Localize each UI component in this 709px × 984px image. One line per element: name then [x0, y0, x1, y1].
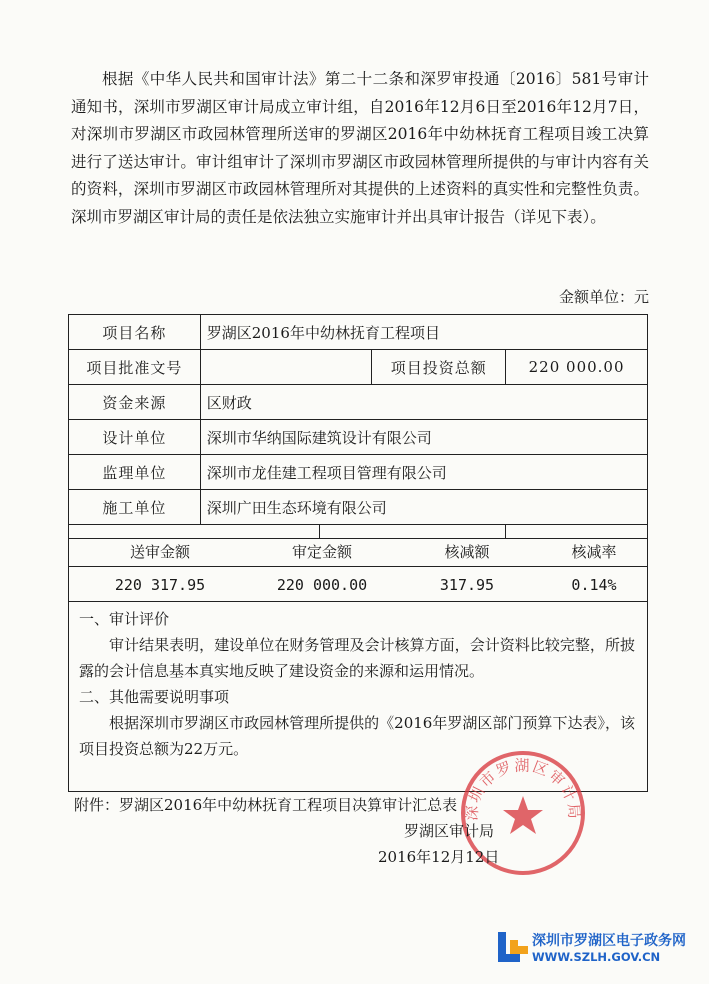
project-name-label: 项目名称: [69, 315, 201, 350]
supervision-unit-value: 深圳市龙佳建工程项目管理有限公司: [200, 455, 647, 490]
section2-title: 二、其他需要说明事项: [79, 688, 230, 706]
design-unit-label: 设计单位: [69, 420, 201, 455]
approved-amount-fix: [250, 538, 393, 602]
reduction-rate-value: 0.14%: [571, 576, 617, 594]
reduction-value-fix: [392, 538, 541, 602]
fund-source-value: 区财政: [200, 385, 647, 420]
approved-amount-header: 审定金额: [251, 539, 393, 567]
table-row: [69, 315, 648, 350]
table-row: [69, 385, 648, 420]
reduction-rate-block: [540, 538, 648, 602]
egov-logo-icon: [496, 928, 530, 966]
investment-value: 220 000.00: [506, 350, 648, 385]
watermark-url: WWW.SZLH.GOV.CN: [532, 950, 661, 964]
fund-source-label: 资金来源: [69, 385, 201, 420]
amount-unit-label: 金额单位：元: [558, 288, 649, 306]
submitted-amount-fix: [68, 538, 251, 602]
section1-title: 一、审计评价: [79, 610, 170, 628]
reduction-rate-header: 核减率: [541, 539, 647, 567]
reduction-header: 核减额: [393, 539, 541, 567]
seal-text: 深圳市罗湖区审计局: [462, 756, 584, 822]
construction-unit-value: 深圳广田生态环境有限公司: [200, 490, 647, 525]
investment-label: 项目投资总额: [372, 350, 506, 385]
table-row: [69, 490, 648, 525]
reduction-value: 317.95: [439, 576, 495, 594]
supervision-unit-label: 监理单位: [69, 455, 201, 490]
signature-date: 2016年12月12日: [378, 848, 500, 866]
section1-body: 审计结果表明，建设单位在财务管理及会计核算方面，会计资料比较完整，所披露的会计信息基本真实地反映了建设资金的来源和运用情况。: [79, 636, 635, 680]
intro-paragraph: 根据《中华人民共和国审计法》第二十二条和深罗审投通〔2016〕581号审计通知书，深圳市罗湖区审计局成立审计组，自2016年12月6日至2016年12月7日，对深圳市罗湖区市政园林管理所送审的罗湖区2016年中幼林抚育工程项目竣工决算进行了送达审计。审计组审计了深圳市罗湖区市政园林管理所提供的与审计内容有关的资料，深圳市罗湖区市政园林管理所对其提供的上述资料的真实性和完整性负责。深圳市罗湖区审计局的责任是依法独立实施审计并出具审计报告（详见下表）。: [71, 70, 649, 226]
submitted-amount-header: 送审金额: [69, 539, 251, 567]
table-row: [69, 455, 648, 490]
attachment-line: 附件：罗湖区2016年中幼林抚育工程项目决算审计汇总表: [74, 796, 458, 814]
section2-body: 根据深圳市罗湖区市政园林管理所提供的《2016年罗湖区部门预算下达表》，该项目投资总额为22万元。: [79, 714, 635, 758]
watermark-title: 深圳市罗湖区电子政务网: [532, 933, 686, 949]
table-row: [69, 420, 648, 455]
approved-amount-value: 220 000.00: [276, 576, 368, 594]
design-unit-value: 深圳市华纳国际建筑设计有限公司: [200, 420, 647, 455]
table-row: [69, 350, 648, 385]
signature-authority: 罗湖区审计局: [404, 822, 495, 840]
approval-no-value: [200, 350, 372, 385]
site-watermark: [496, 926, 696, 970]
approval-no-label: 项目批准文号: [69, 350, 201, 385]
construction-unit-label: 施工单位: [69, 490, 201, 525]
project-name-value: 罗湖区2016年中幼林抚育工程项目: [200, 315, 647, 350]
submitted-amount-value: 220 317.95: [114, 576, 206, 594]
